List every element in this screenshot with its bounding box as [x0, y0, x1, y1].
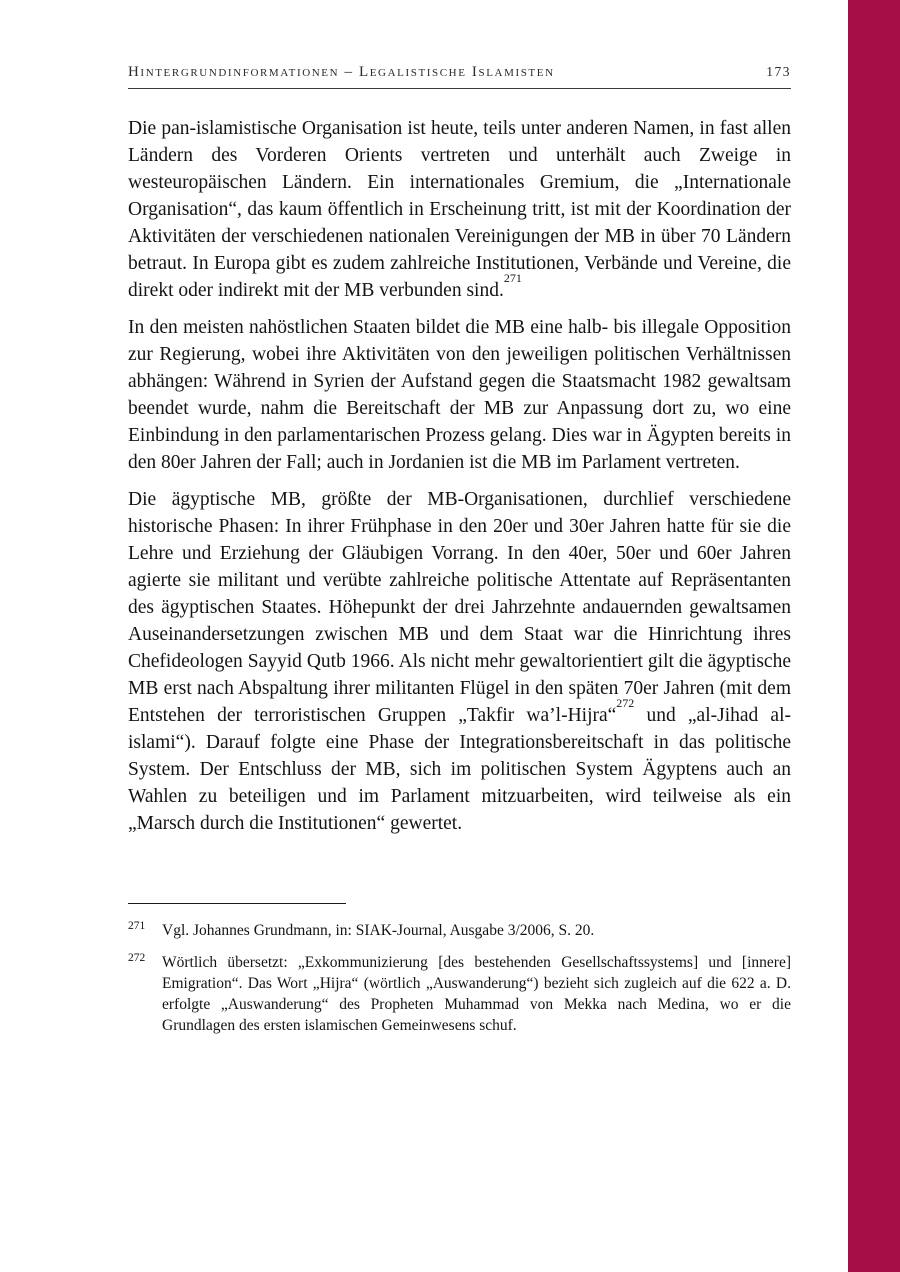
running-header [128, 0, 791, 89]
header-title: Hintergrundinformationen – Legalistische Islamisten [128, 64, 555, 80]
body-text [128, 115, 791, 837]
footnote-ref-271: 271 [503, 270, 522, 285]
footnote-271 [128, 920, 791, 941]
footnotes-section [128, 903, 791, 1036]
footnote-271-number: 271 [128, 920, 146, 932]
paragraph-1-text: Die pan-islamistische Organisation ist heute, teils unter anderen Namen, in fast allen Ländern des Vorderen Orients vertreten und unterhält auch Zweige in westeuropäischen Ländern. Ein internationales Gremium, die „Internationale Organisation“, das kaum öffentlich in Erscheinung tritt, ist mit der Koordination der Aktivitäten der verschiedenen nationalen Vereinigungen der MB in über 70 Ländern betraut. In Europa gibt es zudem zahlreiche Institutionen, Verbände und Vereine, die direkt oder indirekt mit der MB verbunden sind. [128, 118, 791, 301]
footnote-272-number: 272 [128, 952, 146, 964]
footnote-271-text: Vgl. Johannes Grundmann, in: SIAK-Journal, Ausgabe 3/2006, S. 20. [162, 922, 595, 939]
paragraph-3-text-after: und „al-Jihad al-islami“). Darauf folgte eine Phase der Integrationsbereitschaft in das politische System. Der Entschluss der MB, sich im politischen System Ägyptens auch an Wahlen zu beteiligen und im Parlament mitzuarbeiten, wird teilweise als ein „Marsch durch die Institutionen“ gewertet. [128, 705, 791, 834]
footnote-272 [128, 952, 791, 1036]
paragraph-3 [128, 486, 791, 837]
paragraph-1 [128, 115, 791, 304]
page-content [128, 0, 791, 1047]
footnote-separator [128, 903, 346, 904]
page-edge-accent-bar [848, 0, 900, 1272]
paragraph-2 [128, 314, 791, 476]
paragraph-3-text-before: Die ägyptische MB, größte der MB-Organisationen, durchlief verschiedene historische Phasen: In ihrer Frühphase in den 20er und 30er Jahren hatte für sie die Lehre und Erziehung der Gläubigen Vorrang. In den 40er, 50er und 60er Jahren agierte sie militant und verübte zahlreiche politische Attentate auf Repräsentanten des ägyptischen Staates. Höhepunkt der drei Jahrzehnte andauernden gewaltsamen Auseinandersetzungen zwischen MB und dem Staat war die Hinrichtung ihres Chefideologen Sayyid Qutb 1966. Als nicht mehr gewaltorientiert gilt die ägyptische MB erst nach Abspaltung ihrer militanten Flügel in den späten 70er Jahren (mit dem Entstehen der terroristischen Gruppen „Takfir wa’l-Hijra“ [128, 489, 791, 726]
footnote-ref-272: 272 [616, 695, 635, 710]
footnote-272-text: Wörtlich übersetzt: „Exkommunizierung [des bestehenden Gesellschaftssystems] und [innere] Emigration“. Das Wort „Hijra“ (wörtlich „Auswanderung“) bezieht sich zugleich auf die 622 a. D. erfolgte „Auswanderung“ des Propheten Muhammad von Mekka nach Medina, wo er die Grundlagen des ersten islamischen Gemeinwesens schuf. [162, 954, 791, 1034]
paragraph-2-text: In den meisten nahöstlichen Staaten bildet die MB eine halb- bis illegale Opposition zur Regierung, wobei ihre Aktivitäten von den jeweiligen politischen Verhältnissen abhängen: Während in Syrien der Aufstand gegen die Staatsmacht 1982 gewaltsam beendet wurde, nahm die Bereitschaft der MB zur Anpassung dort zu, wo eine Einbindung in den parlamentarischen Prozess gelang. Dies war in Ägypten bereits in den 80er Jahren der Fall; auch in Jordanien ist die MB im Parlament vertreten. [128, 317, 791, 473]
page-number: 173 [766, 64, 791, 79]
